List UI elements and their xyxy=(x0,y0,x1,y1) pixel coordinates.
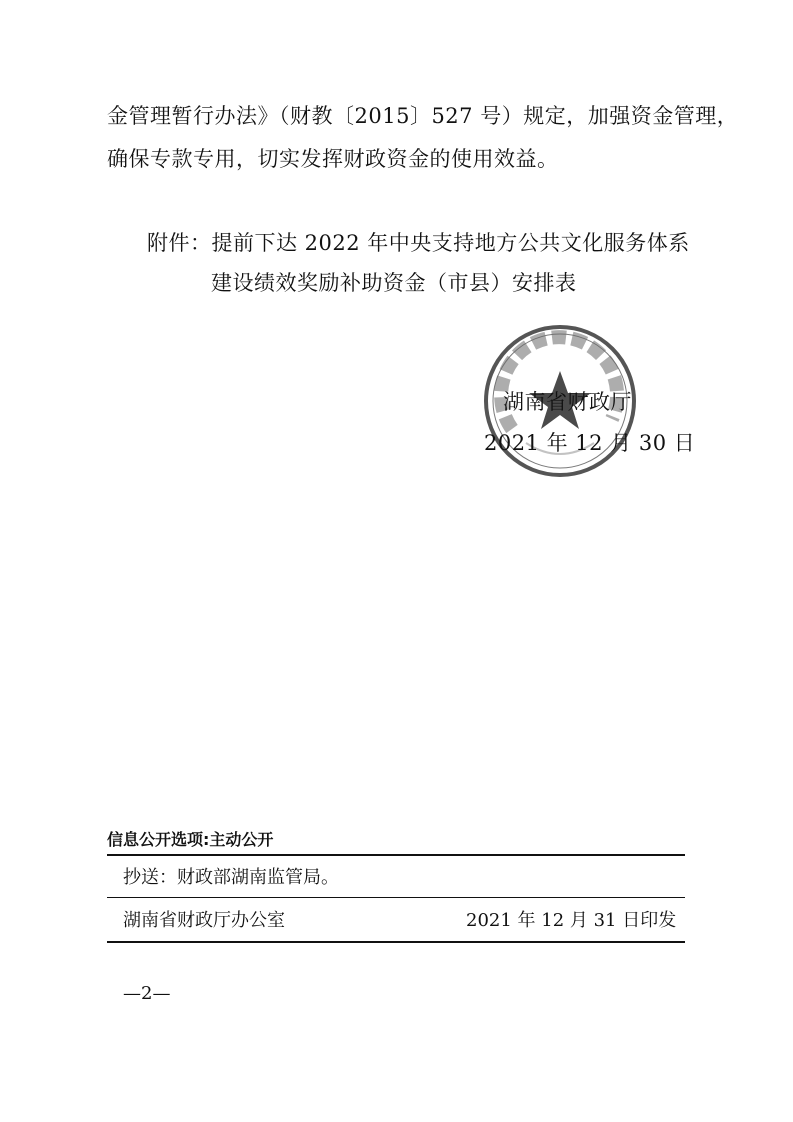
issue-date: 2021 年 12 月 31 日印发 xyxy=(466,910,677,931)
body-text-line-2: 确保专款专用，切实发挥财政资金的使用效益。 xyxy=(107,147,559,171)
attachment-line-1: 附件：提前下达 2022 年中央支持地方公共文化服务体系 xyxy=(147,231,690,255)
divider-middle xyxy=(107,897,685,898)
disclosure-option: 信息公开选项:主动公开 xyxy=(107,830,274,849)
divider-bottom xyxy=(107,941,685,943)
signing-date: 2021 年 12 月 30 日 xyxy=(484,431,696,455)
attachment-line-2: 建设绩效奖励补助资金（市县）安排表 xyxy=(211,271,577,295)
body-text-line-1: 金管理暂行办法》（财教〔2015〕527 号）规定，加强资金管理， xyxy=(107,104,739,128)
divider-top xyxy=(107,854,685,856)
issuer-office: 湖南省财政厅办公室 xyxy=(123,910,285,931)
signing-organization: 湖南省财政厅 xyxy=(503,390,632,414)
cc-line: 抄送：财政部湖南监管局。 xyxy=(123,867,339,888)
page-number: —2— xyxy=(123,983,171,1004)
